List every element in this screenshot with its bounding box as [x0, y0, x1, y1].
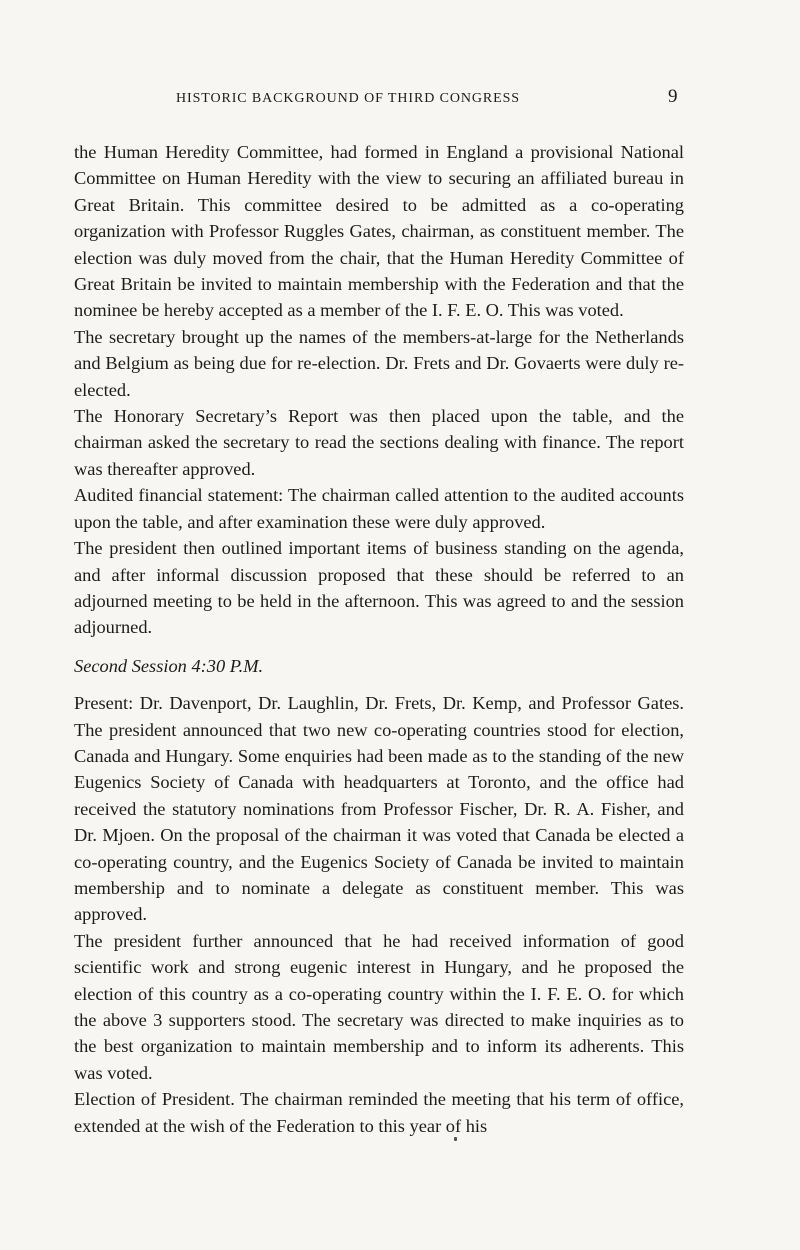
paragraph-election-president: Election of President. The chairman reminded the meeting that his term of office, extended at the wish of the Federation to this year of his	[74, 1089, 684, 1136]
paragraph-hungary: The president further announced that he had received information of good scientific work and strong eugenic interest in Hungary, and he proposed the election of this country as a co-operating country within the I. F. E. O. for which the above 3 supporters stood. The secretary was directed to make inquiries as to the best organization to maintain membership and to inform its adherents. This was voted.	[74, 930, 684, 1083]
paragraph-human-heredity: the Human Heredity Committee, had formed in England a provisional National Committee on Human Heredity with the view to securing an affiliated bureau in Great Britain. This committee desired to be admitted as a co-operating organization with Professor Ruggles Gates, chairman, as constituent member. The election was duly moved from the chair, that the Human Heredity Committee of Great Britain be invited to maintain membership with the Federation and that the nominee be hereby accepted as a member of the I. F. E. O. This was voted.	[74, 142, 684, 321]
paragraph-members-at-large: The secretary brought up the names of the members-at-large for the Netherlands and Belgium as being due for re-election. Dr. Frets and Dr. Govaerts were duly re-elected.	[74, 326, 684, 400]
print-speck	[454, 1137, 457, 1141]
running-head: HISTORIC BACKGROUND OF THIRD CONGRESS	[176, 91, 520, 106]
session-heading: Second Session 4:30 P.M.	[74, 655, 264, 676]
page-body	[74, 139, 684, 1139]
paragraph-audited-statement: Audited financial statement: The chairman called attention to the audited accounts upon the table, and after examination these were duly approved.	[74, 485, 684, 532]
paragraph-agenda-adjourned: The president then outlined important items of business standing on the agenda, and after informal discussion proposed that these should be referred to an adjourned meeting to be held in the afternoon. This was agreed to and the session adjourned.	[74, 538, 684, 638]
paragraph-secretary-report: The Honorary Secretary’s Report was then placed upon the table, and the chairman asked the secretary to read the sections dealing with finance. The report was thereafter approved.	[74, 406, 684, 479]
paragraph-present-canada: Present: Dr. Davenport, Dr. Laughlin, Dr. Frets, Dr. Kemp, and Professor Gates. The president announced that two new co-operating countries stood for election, Canada and Hungary. Some enquiries had been made as to the standing of the new Eugenics Society of Canada with headquarters at Toronto, and the office had received the statutory nominations from Professor Fischer, Dr. R. A. Fisher, and Dr. Mjoen. On the proposal of the chairman it was voted that Canada be elected a co-operating country, and the Eugenics Society of Canada be invited to maintain membership and to nominate a delegate as constituent member. This was approved.	[74, 693, 684, 925]
page-number: 9	[668, 86, 678, 107]
